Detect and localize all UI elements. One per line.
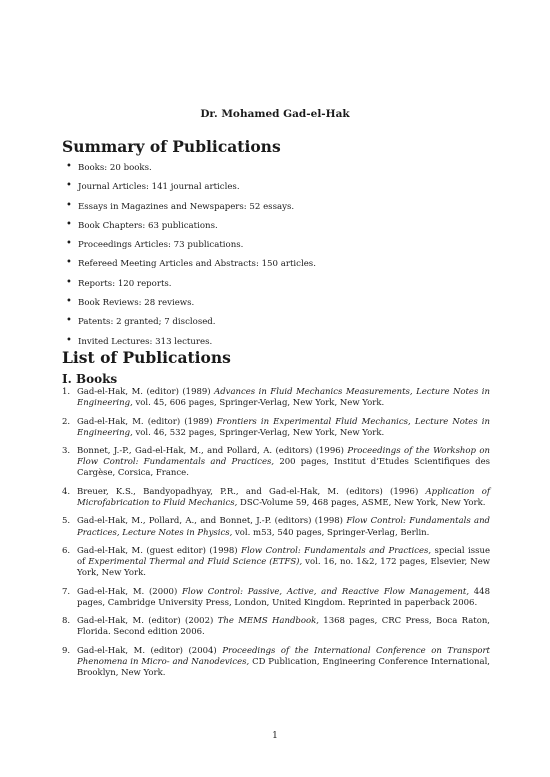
- entry-number: 1.: [62, 387, 71, 397]
- book-entry: [62, 646, 490, 679]
- entry-authors: Bonnet, J.-P., Gad-el-Hak, M., and Pollard, A. (editors) (1996): [77, 446, 348, 457]
- summary-item: • Book Reviews: 28 reviews.: [66, 298, 316, 317]
- entry-number: 2.: [62, 416, 71, 427]
- entry-authors: Gad-el-Hak, M. (editor) (2004): [77, 645, 223, 656]
- entry-details: DSC-Volume 59, 468 pages, ASME, New York, New York.: [237, 497, 486, 508]
- entry-title: Proceedings of the International Conference on Transport Phenomena in Micro- and Nanodevices,: [77, 645, 490, 667]
- entry-details: vol. m53, 540 pages, Springer-Verlag, Berlin.: [232, 527, 430, 538]
- entry-number: 9.: [62, 645, 71, 656]
- summary-item: • Proceedings Articles: 73 publications.: [66, 240, 316, 259]
- entry-details: 200 pages, Institut d’Etudes Scientifiques des Cargèse, Corsica, France.: [77, 457, 490, 479]
- entry-authors: Gad-el-Hak, M. (guest editor) (1998): [77, 545, 242, 556]
- summary-item: • Books: 20 books.: [66, 163, 316, 182]
- author-name: Dr. Mohamed Gad-el-Hak: [200, 108, 350, 120]
- book-entry: [62, 417, 490, 439]
- summary-item: • Book Chapters: 63 publications.: [66, 221, 316, 240]
- entry-details: 448 pages, Cambridge University Press, London, United Kingdom. Reprinted in paperback 2006.: [77, 586, 490, 608]
- page-number: 1: [272, 731, 278, 741]
- book-entry: [62, 487, 490, 509]
- summary-item: • Patents: 2 granted; 7 disclosed.: [66, 317, 316, 336]
- entry-title: Flow Control: Passive, Active, and Reactive Flow Management,: [182, 586, 470, 597]
- summary-item: • Essays in Magazines and Newspapers: 52 essays.: [66, 202, 316, 221]
- book-entry: [62, 546, 490, 579]
- section-heading-books: I. Books: [62, 372, 118, 386]
- book-entry: [62, 516, 490, 538]
- book-entry: [62, 387, 490, 409]
- entry-authors: Gad-el-Hak, M. (2000): [77, 586, 182, 597]
- entry-number: 5.: [62, 516, 71, 527]
- entry-journal-title: Experimental Thermal and Fluid Science (ETFS),: [88, 557, 303, 568]
- entry-title: Application of Microfabrication to Fluid Mechanics,: [77, 486, 490, 508]
- book-entry: [62, 616, 490, 638]
- entry-authors: Gad-el-Hak, M., Pollard, A., and Bonnet, J.-P. (editors) (1998): [77, 516, 347, 527]
- entry-title: Flow Control: Fundamentals and Practices, Lecture Notes in Physics,: [77, 516, 491, 538]
- entry-number: 6.: [62, 545, 71, 556]
- summary-item: • Journal Articles: 141 journal articles.: [66, 182, 316, 201]
- entry-authors: Gad-el-Hak, M. (editor) (1989): [77, 416, 217, 427]
- entry-details-continued: vol. 16, no. 1&2, 172 pages, Elsevier, New York, New York.: [77, 557, 491, 579]
- summary-item: • Invited Lectures: 313 lectures.: [66, 337, 316, 356]
- entry-title: Flow Control: Fundamentals and Practices,: [241, 545, 432, 556]
- entry-title: Advances in Fluid Mechanics Measurements, Lecture Notes in Engineering,: [77, 387, 490, 409]
- entry-details: special issue of: [77, 545, 490, 568]
- entry-details: CD Publication, Engineering Conference International, Brooklyn, New York.: [77, 656, 490, 678]
- book-entry: [62, 446, 490, 479]
- entry-title: Proceedings of the Workshop on Flow Control: Fundamentals and Practices,: [77, 446, 490, 468]
- summary-item: • Refereed Meeting Articles and Abstracts: 150 articles.: [66, 259, 316, 278]
- publications-heading: List of Publications: [62, 348, 231, 367]
- summary-item: • Reports: 120 reports.: [66, 279, 316, 298]
- entry-number: 8.: [62, 616, 71, 627]
- summary-heading: Summary of Publications: [62, 137, 281, 156]
- entry-details: vol. 45, 606 pages, Springer-Verlag, New York, New York.: [132, 398, 385, 409]
- entry-details: vol. 46, 532 pages, Springer-Verlag, New York, New York.: [132, 427, 385, 438]
- entry-authors: Gad-el-Hak, M. (editor) (2002): [77, 616, 218, 627]
- entry-authors: Gad-el-Hak, M. (editor) (1989): [77, 387, 215, 397]
- summary-list: [66, 163, 316, 356]
- book-entry: [62, 587, 490, 609]
- entry-details: 1368 pages, CRC Press, Boca Raton, Florida. Second edition 2006.: [77, 616, 490, 638]
- entry-authors: Breuer, K.S., Bandyopadhyay, P.R., and Gad-el-Hak, M. (editors) (1996): [77, 486, 426, 497]
- entry-title: The MEMS Handbook,: [217, 616, 319, 627]
- entry-number: 7.: [62, 586, 71, 597]
- books-list: [62, 387, 490, 686]
- entry-number: 4.: [62, 486, 71, 497]
- entry-number: 3.: [62, 446, 71, 457]
- entry-title: Frontiers in Experimental Fluid Mechanics, Lecture Notes in Engineering,: [77, 416, 491, 438]
